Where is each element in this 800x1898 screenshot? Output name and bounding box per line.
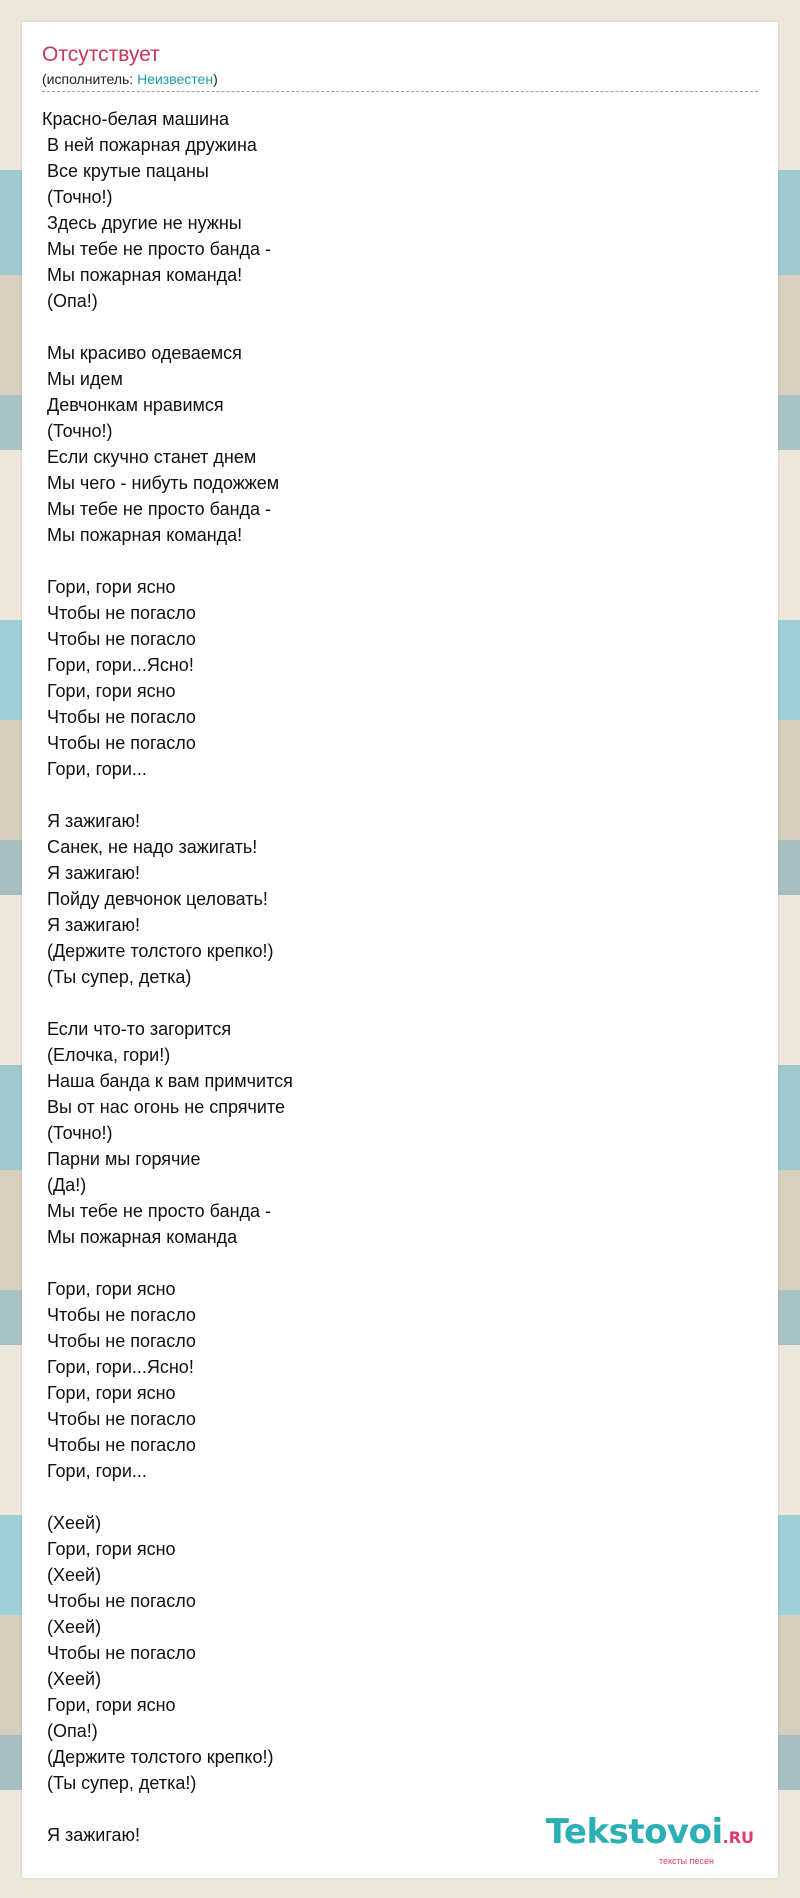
lyric-line: Мы тебе не просто банда - — [42, 1201, 272, 1221]
lyric-line: Если что-то загорится — [42, 1019, 232, 1039]
lyric-line: Я зажигаю! — [42, 915, 141, 935]
lyric-line: Мы идем — [42, 369, 123, 389]
lyric-line: (Держите толстого крепко!) — [42, 1747, 274, 1767]
artist-line — [42, 70, 758, 88]
lyric-line: Чтобы не погасло — [42, 1331, 196, 1351]
lyric-line: Я зажигаю! — [42, 811, 141, 831]
lyric-line: Чтобы не погасло — [42, 707, 196, 727]
lyric-line: (Точно!) — [42, 187, 113, 207]
lyric-line: Вы от нас огонь не спрячите — [42, 1097, 286, 1117]
artist-prefix: (исполнитель: — [42, 71, 138, 87]
lyric-line: (Елочка, гори!) — [42, 1045, 171, 1065]
lyric-line: Если скучно станет днем — [42, 447, 257, 467]
lyric-line: Гори, гори ясно — [42, 681, 176, 701]
lyric-line: В ней пожарная дружина — [42, 135, 257, 155]
lyric-line: Санек, не надо зажигать! — [42, 837, 258, 857]
lyric-line: Я зажигаю! — [42, 1825, 141, 1845]
lyric-line: Гори, гори...Ясно! — [42, 655, 194, 675]
lyric-line: Гори, гори ясно — [42, 1279, 176, 1299]
lyric-line: Чтобы не погасло — [42, 629, 196, 649]
lyric-line: Все крутые пацаны — [42, 161, 209, 181]
lyric-line: Наша банда к вам примчится — [42, 1071, 293, 1091]
lyric-line: Гори, гори... — [42, 759, 147, 779]
lyric-line: (Хеей) — [42, 1669, 102, 1689]
lyric-line: Мы чего - нибуть подожжем — [42, 473, 280, 493]
lyric-line: Мы тебе не просто банда - — [42, 499, 272, 519]
lyric-line: Гори, гори...Ясно! — [42, 1357, 194, 1377]
lyric-line: Чтобы не погасло — [42, 1643, 196, 1663]
lyric-line: Здесь другие не нужны — [42, 213, 242, 233]
artist-suffix: ) — [213, 71, 218, 87]
lyric-line: Чтобы не погасло — [42, 733, 196, 753]
lyric-line: (Да!) — [42, 1175, 87, 1195]
lyric-line: Мы пожарная команда! — [42, 265, 243, 285]
lyric-line: Гори, гори ясно — [42, 1695, 176, 1715]
lyric-line: Парни мы горячие — [42, 1149, 201, 1169]
lyric-line: (Точно!) — [42, 1123, 113, 1143]
lyric-line: Гори, гори ясно — [42, 577, 176, 597]
lyric-line: Чтобы не погасло — [42, 1305, 196, 1325]
logo-suffix: .RU — [722, 1828, 754, 1847]
lyric-line: Мы красиво одеваемся — [42, 343, 242, 363]
lyric-line: (Ты супер, детка) — [42, 967, 192, 987]
lyric-line: Мы тебе не просто банда - — [42, 239, 272, 259]
site-logo[interactable] — [546, 1814, 754, 1866]
logo-main-text: Tekstovoi — [545, 1812, 723, 1852]
lyric-line: Девчонкам нравимся — [42, 395, 224, 415]
lyric-line: Чтобы не погасло — [42, 1435, 196, 1455]
logo-wordmark — [546, 1814, 754, 1856]
artist-link[interactable]: Неизвестен — [137, 71, 214, 87]
song-title: Отсутствует — [42, 43, 160, 66]
lyric-line: Гори, гори ясно — [42, 1383, 176, 1403]
lyric-line: Мы пожарная команда! — [42, 525, 243, 545]
lyric-line: (Хеей) — [42, 1617, 102, 1637]
logo-tagline: тексты песен — [658, 1856, 714, 1866]
lyric-line: Гори, гори... — [42, 1461, 147, 1481]
header-divider — [42, 91, 758, 92]
lyric-line: Я зажигаю! — [42, 863, 141, 883]
song-header — [42, 42, 758, 88]
lyric-line: Красно-белая машина — [42, 109, 230, 129]
lyric-line: Чтобы не погасло — [42, 1409, 196, 1429]
lyric-line: (Хеей) — [42, 1565, 102, 1585]
lyric-line: (Опа!) — [42, 291, 98, 311]
lyrics-card — [22, 22, 778, 1878]
lyric-line: Гори, гори ясно — [42, 1539, 176, 1559]
lyric-line: Пойду девчонок целовать! — [42, 889, 268, 909]
lyric-line: (Держите толстого крепко!) — [42, 941, 274, 961]
lyric-line: (Ты супер, детка!) — [42, 1773, 197, 1793]
lyric-line: Мы пожарная команда — [42, 1227, 238, 1247]
lyric-line: (Опа!) — [42, 1721, 98, 1741]
lyrics-text — [42, 106, 742, 1848]
lyric-line: (Хеей) — [42, 1513, 102, 1533]
lyric-line: Чтобы не погасло — [42, 603, 196, 623]
lyric-line: Чтобы не погасло — [42, 1591, 196, 1611]
lyric-line: (Точно!) — [42, 421, 113, 441]
